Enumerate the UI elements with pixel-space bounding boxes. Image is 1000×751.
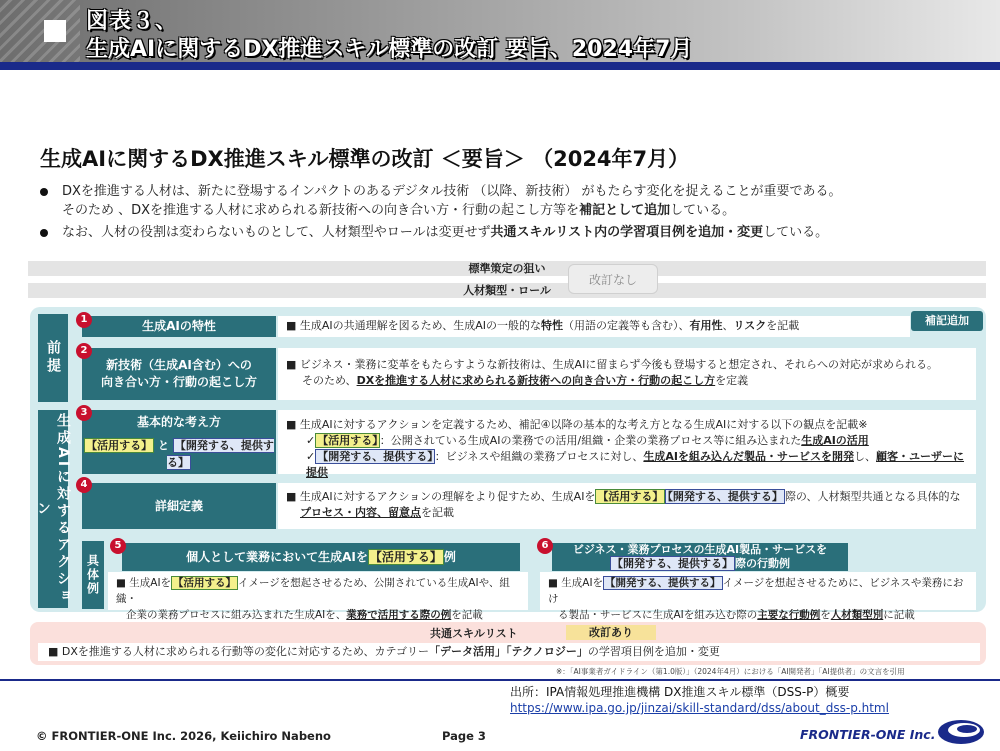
bullet-2-pre: なお、人材の役割は変わらないものとして、人材類型やロールは変更せず xyxy=(62,225,491,240)
row-5-line-1 xyxy=(116,575,520,607)
action-vertical-label: 生成AIに対するアクション xyxy=(38,410,68,608)
bullet-1-emphasis: 補記として追加 xyxy=(579,203,671,218)
row-4-text xyxy=(278,483,976,529)
band-talent-role: 人材類型・ロール xyxy=(28,283,986,298)
bullet-list xyxy=(32,182,972,242)
row-5-title-post: 例 xyxy=(443,549,456,564)
page-number: Page 3 xyxy=(442,729,486,743)
bullet-item xyxy=(32,182,972,220)
bullet-dot-icon xyxy=(40,229,48,237)
revised-badge: 改訂あり xyxy=(566,625,656,640)
row-2-underlined: DXを推進する人材に求められる新技術への向き合い方・行動の起こし方 xyxy=(356,374,716,387)
row-4-number-badge: 4 xyxy=(76,477,92,493)
tag-use: 【活用する】 xyxy=(86,438,153,452)
company-logo-icon xyxy=(936,718,986,746)
row-5-line-1-pre: ■ 生成AIを xyxy=(116,577,172,589)
row-3-line-2 xyxy=(286,433,968,449)
row-3-number-badge: 3 xyxy=(76,405,92,421)
row-6-line-2-mid: を xyxy=(820,609,831,621)
header-figure-number: 図表３、 xyxy=(86,9,179,34)
header-square-icon xyxy=(44,20,66,42)
row-5-number-badge: 5 xyxy=(110,538,126,554)
source-citation xyxy=(510,684,889,716)
row-3-line-3-mid: し、 xyxy=(854,450,876,463)
bullet-1-line-2-post: している。 xyxy=(670,203,736,218)
tag-develop-provide: 【開発する、提供する】 xyxy=(605,577,721,589)
row-1-text xyxy=(278,316,910,337)
footer-divider xyxy=(0,679,1000,681)
row-3-line-3-underlined-1: 生成AIを組み込んだ製品・サービスを開発 xyxy=(643,450,854,463)
row-3-line-3-pre: ：ビジネスや組織の業務プロセスに対し、 xyxy=(434,450,644,463)
tag-use: 【活用する】 xyxy=(369,549,442,564)
bullet-dot-icon xyxy=(40,188,48,196)
bullet-1-line-1: DXを推進する人材は、新たに登場するインパクトのあるデジタル技術 （以降、新技術） がもたらす変化を捉えることが重要である。 xyxy=(62,184,842,199)
tag-develop-provide: 【開発する、提供する】 xyxy=(667,490,783,503)
tag-use: 【活用する】 xyxy=(173,577,237,589)
row-6-line-1 xyxy=(548,575,968,607)
company-logo-text: FRONTIER-ONE Inc. xyxy=(800,727,936,742)
row-1-emphasis-characteristics: 特性 xyxy=(541,319,563,332)
row-6-underlined-1: 主要な行動例 xyxy=(757,609,821,621)
row-1-label-text: 生成AIの特性 xyxy=(142,319,216,333)
premise-vertical-label: 前提 xyxy=(38,314,68,402)
row-2-line-1: ■ ビジネス・業務に変革をもたらすような新技術は、生成AIに留まらず今後も登場すると想定され、それらへの対応が求められる。 xyxy=(286,358,938,371)
tag-develop-provide: 【開発する、提供する】 xyxy=(317,450,433,463)
row-4-line-2-post: を記載 xyxy=(421,506,454,519)
row-2-label xyxy=(82,348,276,400)
check-icon: ✓ xyxy=(306,450,316,463)
header-stripes xyxy=(0,0,80,70)
row-3-label-and: と xyxy=(158,438,169,452)
row-3-label xyxy=(82,410,276,474)
tag-develop-provide: 【開発する、提供する】 xyxy=(612,557,733,570)
common-skill-text xyxy=(38,643,980,661)
row-6-title-post: 際の行動例 xyxy=(735,557,790,570)
row-5-title-text xyxy=(122,549,520,566)
row-2-line-2-post: を定義 xyxy=(715,374,749,387)
supplement-added-badge: 補記追加 xyxy=(911,311,983,331)
row-5-line-1-post: イメージを想起させるため、公開されている生成AIや、組織・ xyxy=(116,577,510,605)
row-4-line-1-post: 際の、人材類型共通となる具体的な xyxy=(784,490,961,503)
row-6-number-badge: 6 xyxy=(537,538,553,554)
row-1-emphasis-usefulness: 有用性 xyxy=(689,319,723,332)
row-1-text-mid: （用語の定義等も含む）、 xyxy=(563,319,690,332)
row-5-text xyxy=(108,572,528,621)
bullet-2-emphasis: 共通スキルリスト内の学習項目例を追加・変更 xyxy=(490,225,764,240)
bullet-1-line-2 xyxy=(62,201,972,220)
row-1-text-post: を記載 xyxy=(766,319,800,332)
check-icon: ✓ xyxy=(306,434,316,447)
row-6-underlined-2: 人材類型別 xyxy=(830,609,884,621)
row-6-line-2-post: に記載 xyxy=(883,609,915,621)
tag-use: 【活用する】 xyxy=(597,490,664,503)
row-5-line-2-pre: 企業の業務プロセスに組み込まれた生成AIを、 xyxy=(126,609,347,621)
row-3-line-1: ■ 生成AIに対するアクションを定義するため、補記④以降の基本的な考え方となる生成AIに対する以下の観点を記載※ xyxy=(286,418,868,431)
copyright: © FRONTIER-ONE Inc. 2026, Keiichiro Nabeno xyxy=(36,729,331,743)
row-3-line-2-underlined: 生成AIの活用 xyxy=(801,434,869,447)
row-1-label xyxy=(82,316,276,337)
source-url-link[interactable]: https://www.ipa.go.jp/jinzai/skill-standard/dss/about_dss-p.html xyxy=(510,701,889,715)
row-6-title-line-2 xyxy=(552,557,848,571)
row-1-separator: 、 xyxy=(722,319,734,332)
source-line: 出所：IPA情報処理推進機構 DX推進スキル標準（DSS-P）概要 xyxy=(510,685,850,699)
row-2-text xyxy=(278,348,976,400)
header-navy-bar xyxy=(0,62,1000,70)
row-3-line-3-underlined-2: 顧客・ユーザーに提供 xyxy=(306,450,964,479)
common-skill-text-post: の学習項目例を追加・変更 xyxy=(587,645,720,658)
row-5-title-pre: 個人として業務において生成AIを xyxy=(186,549,368,564)
example-vertical-label: 具体例 xyxy=(82,541,104,609)
tag-use: 【活用する】 xyxy=(317,434,378,447)
row-1-number-badge: 1 xyxy=(76,312,92,328)
row-1-text-pre: ■ 生成AIの共通理解を図るため、生成AIの一般的な xyxy=(286,319,541,332)
row-2-number-badge: 2 xyxy=(76,343,92,359)
no-change-badge: 改訂なし xyxy=(568,264,658,294)
row-5-line-2 xyxy=(116,607,520,623)
header-title: 生成AIに関するDX推進スキル標準の改訂 要旨、2024年7月 xyxy=(86,37,693,62)
row-5-line-2-post: を記載 xyxy=(451,609,483,621)
common-skill-text-pre: ■ DXを推進する人材に求められる行動等の変化に対応するため、カテゴリー xyxy=(48,645,430,658)
header-band xyxy=(0,0,1000,70)
row-6-title xyxy=(552,543,848,571)
row-6-line-2-pre: る製品・サービスに生成AIを組み込む際の xyxy=(558,609,758,621)
footnote: ※：「AI事業者ガイドライン（第1.0版）」（2024年4月）における「AI開発者」「AI提供者」の文言を引用 xyxy=(556,667,905,676)
row-6-title-line-1: ビジネス・業務プロセスの生成AI製品・サービスを xyxy=(572,543,828,556)
common-skill-emphasis: 「データ活用」「テクノロジー」 xyxy=(429,645,588,658)
row-4-label xyxy=(82,483,276,529)
row-2-label-line-1: 新技術（生成AI含む）への xyxy=(106,358,252,372)
row-3-text xyxy=(278,410,976,479)
row-6-line-2 xyxy=(548,607,968,623)
row-4-line-1 xyxy=(286,489,968,505)
row-6-line-1-post: イメージを想起させるために、ビジネスや業務におけ xyxy=(548,577,964,605)
bullet-1-line-2-pre: そのため 、DXを推進する人材に求められる新技術への向き合い方・行動の起こし方等を xyxy=(62,203,580,218)
row-3-label-tags xyxy=(82,437,276,471)
row-2-line-2 xyxy=(286,373,968,389)
bullet-2-line-1 xyxy=(62,223,972,242)
row-4-line-1-pre: ■ 生成AIに対するアクションの理解をより促すため、生成AIを xyxy=(286,490,596,503)
row-6-line-1-pre: ■ 生成AIを xyxy=(548,577,604,589)
bullet-item xyxy=(32,223,972,242)
row-3-label-text: 基本的な考え方 xyxy=(136,414,221,429)
row-4-label-text: 詳細定義 xyxy=(154,498,203,513)
row-4-underlined: プロセス・内容、留意点 xyxy=(300,506,421,519)
row-2-line-2-pre: そのため、 xyxy=(302,374,357,387)
row-1-emphasis-risk: リスク xyxy=(733,319,767,332)
slide-title: 生成AIに関するDX推進スキル標準の改訂 ＜要旨＞ （2024年7月） xyxy=(40,147,690,171)
bullet-2-post: している。 xyxy=(763,225,829,240)
common-skill-title: 共通スキルリスト xyxy=(430,627,518,640)
row-5-underlined: 業務で活用する際の例 xyxy=(346,609,452,621)
row-2-label-line-2: 向き合い方・行動の起こし方 xyxy=(100,375,257,389)
band-standard-aim: 標準策定の狙い xyxy=(28,261,986,276)
row-6-text xyxy=(540,572,976,621)
tag-develop-provide: 【開発する、提供する】 xyxy=(167,438,274,469)
row-5-title xyxy=(122,543,520,571)
row-3-line-3 xyxy=(286,449,968,481)
row-3-line-2-pre: ：公開されている生成AIの業務での活用/組織・企業の業務プロセス等に組み込まれた xyxy=(379,434,802,447)
row-4-line-2 xyxy=(286,505,968,521)
